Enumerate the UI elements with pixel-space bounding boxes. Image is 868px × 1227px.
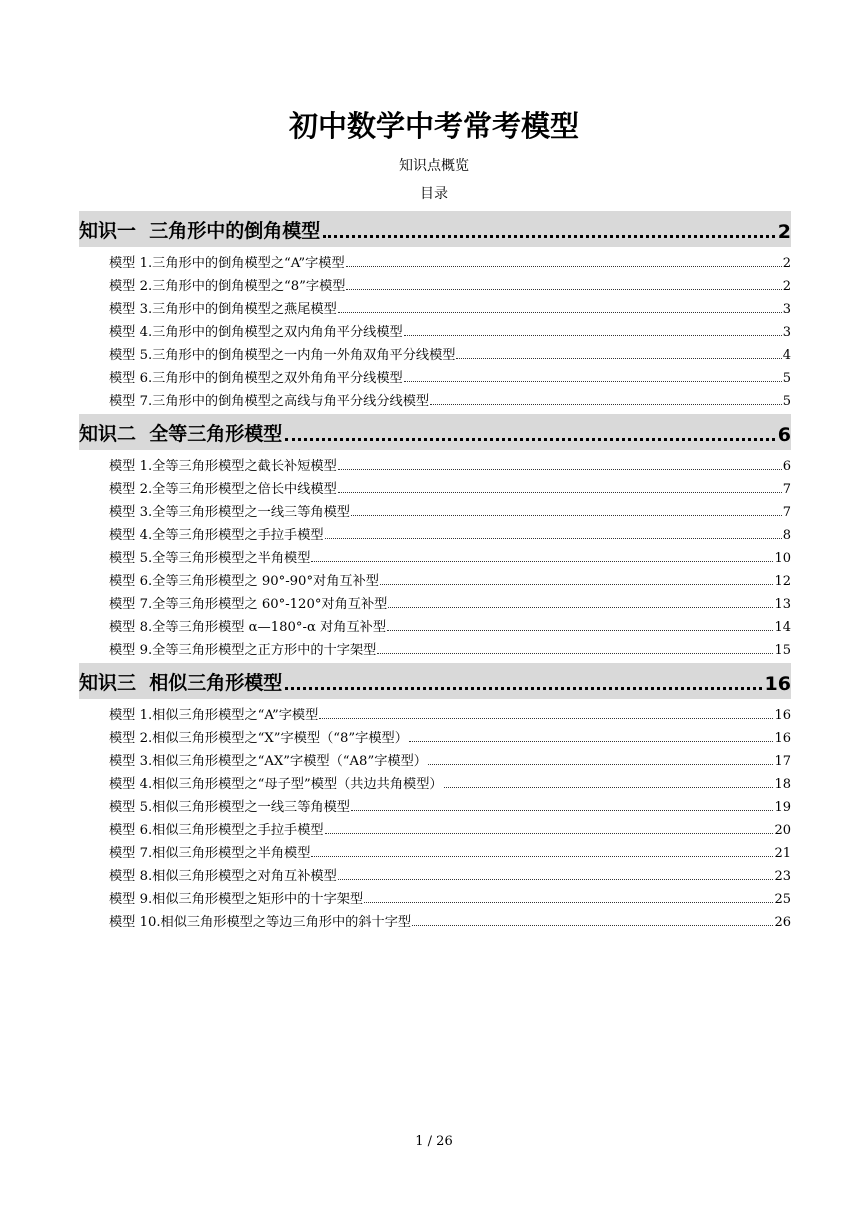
entry-page: 2 (782, 256, 791, 271)
leader-dots (325, 833, 774, 834)
entry-page: 5 (782, 394, 791, 409)
leader-dots (346, 289, 781, 290)
entry-page: 19 (774, 800, 791, 815)
leader-dots (404, 335, 782, 336)
entry-label: 模型 6.相似三角形模型之手拉手模型 (109, 823, 324, 838)
entry-label: 模型 5.全等三角形模型之半角模型 (109, 551, 311, 566)
entry-page: 14 (774, 620, 791, 635)
entry-page: 7 (782, 505, 791, 520)
toc-section-3 (79, 663, 791, 935)
entry-label: 模型 2.相似三角形模型之“X”字模型（“8”字模型） (109, 731, 408, 746)
entry-label: 模型 3.相似三角形模型之“AX”字模型（“A8”字模型） (109, 754, 427, 769)
toc-entry[interactable] (109, 499, 791, 522)
table-of-contents (79, 211, 791, 935)
toc-entry[interactable] (109, 840, 791, 863)
entry-label: 模型 6.三角形中的倒角模型之双外角角平分线模型 (109, 371, 403, 386)
toc-entry[interactable] (109, 250, 791, 273)
toc-entry[interactable] (109, 319, 791, 342)
document-subtitle: 知识点概览 (399, 158, 469, 174)
toc-heading: 目录 (420, 186, 448, 202)
entry-label: 模型 2.三角形中的倒角模型之“8”字模型 (109, 279, 346, 294)
toc-section-1 (79, 211, 791, 414)
entry-page: 13 (774, 597, 791, 612)
leader-dots (430, 404, 782, 405)
leader-dots (338, 492, 782, 493)
toc-entry[interactable] (109, 453, 791, 476)
page-number: 1 / 26 (415, 1134, 453, 1149)
entry-page: 18 (774, 777, 791, 792)
entry-page: 12 (774, 574, 791, 589)
leader-dots (444, 787, 774, 788)
entry-page: 16 (774, 708, 791, 723)
entry-page: 2 (782, 279, 791, 294)
document-title: 初中数学中考常考模型 (288, 109, 579, 143)
toc-entry[interactable] (109, 748, 791, 771)
leader-dots (319, 718, 773, 719)
entry-label: 模型 7.全等三角形模型之 60°-120°对角互补型 (109, 597, 388, 612)
leader-dots (338, 312, 782, 313)
entry-page: 15 (774, 643, 791, 658)
entry-page: 10 (774, 551, 791, 566)
section-label: 知识二 全等三角形模型 (79, 423, 283, 445)
entry-page: 23 (774, 869, 791, 884)
entry-label: 模型 8.相似三角形模型之对角互补模型 (109, 869, 337, 884)
toc-section-2 (79, 414, 791, 663)
entry-label: 模型 1.全等三角形模型之截长补短模型 (109, 459, 337, 474)
toc-entry[interactable] (109, 476, 791, 499)
entry-page: 6 (782, 459, 791, 474)
leader-dots (325, 538, 782, 539)
entry-label: 模型 4.三角形中的倒角模型之双内角角平分线模型 (109, 325, 403, 340)
toc-entry[interactable] (109, 522, 791, 545)
entry-label: 模型 4.相似三角形模型之“母子型”模型（共边共角模型） (109, 777, 443, 792)
toc-entry[interactable] (109, 273, 791, 296)
entry-page: 20 (774, 823, 791, 838)
toc-entry[interactable] (109, 702, 791, 725)
entry-label: 模型 5.相似三角形模型之一线三等角模型 (109, 800, 350, 815)
toc-entry[interactable] (109, 388, 791, 411)
section-page: 6 (777, 424, 791, 446)
toc-entry[interactable] (109, 342, 791, 365)
toc-entry[interactable] (109, 545, 791, 568)
entry-page: 25 (774, 892, 791, 907)
entry-page: 4 (782, 348, 791, 363)
leader-dots (364, 902, 773, 903)
leader-dots (428, 764, 774, 765)
toc-entry[interactable] (109, 771, 791, 794)
toc-entry[interactable] (109, 863, 791, 886)
toc-entry[interactable] (109, 591, 791, 614)
toc-entry[interactable] (109, 886, 791, 909)
leader-dots (323, 235, 775, 238)
section-page: 2 (777, 221, 791, 243)
entry-page: 16 (774, 731, 791, 746)
leader-dots (377, 653, 773, 654)
entry-label: 模型 1.相似三角形模型之“A”字模型 (109, 708, 319, 723)
leader-dots (380, 584, 773, 585)
entry-label: 模型 1.三角形中的倒角模型之“A”字模型 (109, 256, 345, 271)
entry-label: 模型 8.全等三角形模型 α—180°-α 对角互补型 (109, 620, 387, 635)
entry-page: 5 (782, 371, 791, 386)
toc-entry[interactable] (109, 794, 791, 817)
leader-dots (351, 810, 773, 811)
toc-entry[interactable] (109, 725, 791, 748)
entry-label: 模型 10.相似三角形模型之等边三角形中的斜十字型 (109, 915, 412, 930)
leader-dots (351, 515, 782, 516)
leader-dots (387, 630, 773, 631)
leader-dots (338, 469, 782, 470)
leader-dots (388, 607, 773, 608)
entry-label: 模型 4.全等三角形模型之手拉手模型 (109, 528, 324, 543)
section-label: 知识三 相似三角形模型 (79, 672, 283, 694)
entry-page: 21 (774, 846, 791, 861)
leader-dots (456, 358, 781, 359)
entry-label: 模型 2.全等三角形模型之倍长中线模型 (109, 482, 337, 497)
entry-page: 3 (782, 302, 791, 317)
entry-label: 模型 6.全等三角形模型之 90°-90°对角互补型 (109, 574, 379, 589)
entry-page: 26 (774, 915, 791, 930)
leader-dots (412, 925, 773, 926)
leader-dots (285, 687, 761, 690)
entry-label: 模型 7.相似三角形模型之半角模型 (109, 846, 311, 861)
toc-entry[interactable] (109, 637, 791, 660)
toc-entry[interactable] (109, 614, 791, 637)
entry-label: 模型 9.全等三角形模型之正方形中的十字架型 (109, 643, 377, 658)
entry-label: 模型 3.三角形中的倒角模型之燕尾模型 (109, 302, 337, 317)
entry-page: 7 (782, 482, 791, 497)
entry-page: 3 (782, 325, 791, 340)
toc-entry[interactable] (109, 365, 791, 388)
toc-entry[interactable] (109, 296, 791, 319)
section-page: 16 (764, 673, 791, 695)
leader-dots (311, 561, 773, 562)
toc-entry[interactable] (109, 909, 791, 932)
entry-page: 17 (774, 754, 791, 769)
leader-dots (346, 266, 782, 267)
leader-dots (404, 381, 782, 382)
leader-dots (311, 856, 773, 857)
leader-dots (338, 879, 774, 880)
entry-label: 模型 5.三角形中的倒角模型之一内角一外角双角平分线模型 (109, 348, 456, 363)
section-label: 知识一 三角形中的倒角模型 (79, 220, 321, 242)
entry-label: 模型 3.全等三角形模型之一线三等角模型 (109, 505, 350, 520)
toc-entry[interactable] (109, 568, 791, 591)
entry-label: 模型 7.三角形中的倒角模型之高线与角平分线分线模型 (109, 394, 430, 409)
leader-dots (285, 438, 775, 441)
entry-page: 8 (782, 528, 791, 543)
toc-section-header[interactable] (79, 414, 791, 450)
leader-dots (409, 741, 774, 742)
toc-section-header[interactable] (79, 663, 791, 699)
toc-entry[interactable] (109, 817, 791, 840)
entry-label: 模型 9.相似三角形模型之矩形中的十字架型 (109, 892, 364, 907)
toc-section-header[interactable] (79, 211, 791, 247)
